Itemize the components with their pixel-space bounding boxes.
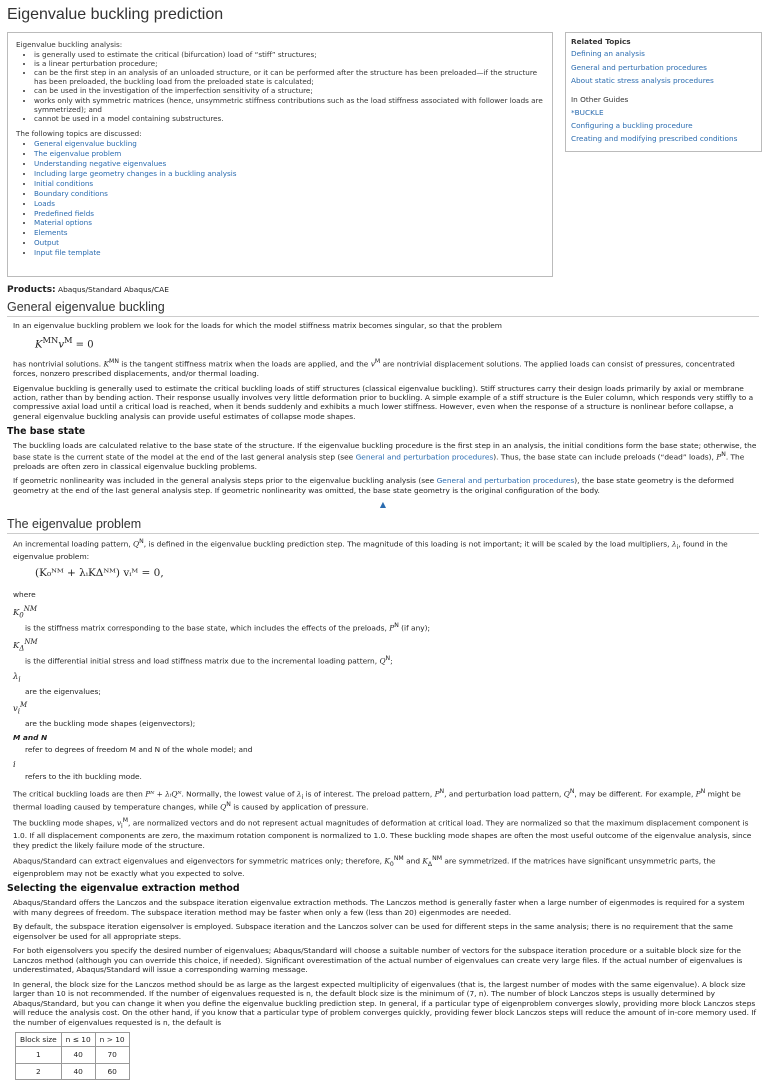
related-link[interactable]: Creating and modifying prescribed conditions [571, 134, 738, 144]
table-header-row [16, 1033, 130, 1047]
table-row [16, 1063, 130, 1079]
paragraph: The buckling mode shapes, $v_i^M$, are normalized vectors and do not represent actual magnitudes of deformation at critical load. They are normalized so that the maximum displacement component is 1.0. If all displacement components are zero, the maximum rotation component is normalized to 1.0. These buckling mode shapes are often the most useful outcome of the eigenvalue analysis, since they predict the likely failure mode of the structure. [13, 817, 752, 850]
paragraph: Eigenvalue buckling is generally used to estimate the critical buckling loads of stiff structures (classical eigenvalue buckling). Stiff structures carry their design loads primarily by axial or membrane action, rather than by bending action. Their response usually involves very little deformation prior to buckling. A simple example of a stiff structure is the Euler column, which responds very stiffly to a compressive axial load until a critical load is reached, when it bends suddenly and exhibits a much lower stiffness. However, even when the response of a structure is nonlinear before collapse, a general eigenvalue buckling analysis can provide useful estimates of collapse mode shapes. [13, 383, 754, 421]
topic-link[interactable]: Boundary conditions [34, 188, 108, 198]
summary-intro: Eigenvalue buckling analysis: [16, 40, 123, 49]
paragraph: The critical buckling loads are then Pᴺ + λᵢQᴺ. Normally, the lowest value of $\lambda_i$ is of interest. The preload pattern, $P^N$, and perturbation load pattern, $Q^N$, may be different. For example, $P^N$ might be thermal loading caused by temperature changes, while $Q^N$ is caused by application of pressure. [13, 787, 741, 812]
table-header: Block size [16, 1033, 62, 1047]
related-link[interactable]: About static stress analysis procedures [571, 75, 714, 85]
table-cell: 1 [16, 1047, 62, 1063]
topic-link[interactable]: Input file template [34, 248, 101, 258]
related-topics-box [565, 32, 762, 152]
definition: are the buckling mode shapes (eigenvectors); [25, 718, 196, 728]
related-heading: Related Topics [571, 37, 631, 46]
definition: is the differential initial stress and load stiffness matrix due to the incremental loading pattern, $Q^N$; [25, 655, 393, 666]
topic-link[interactable]: Elements [34, 228, 68, 238]
paragraph: In an eigenvalue buckling problem we look for the loads for which the model stiffness matrix becomes singular, so that the problem [13, 320, 503, 330]
list-item: • is generally used to estimate the critical (bifurcation) load of “stiff” structures; [34, 50, 544, 59]
table-header: n > 10 [95, 1033, 129, 1047]
list-item [34, 189, 544, 199]
paragraph: If geometric nonlinearity was included in the general analysis steps prior to the eigenvalue buckling analysis (see General and perturbation procedures), the base state geometry is the deformed geometry at the end of the last general analysis step. If geometric nonlinearity was omitted, the base state geometry is the original configuration of the body. [13, 476, 734, 495]
paragraph: has nontrivial solutions. $K^{MN}$ is the tangent stiffness matrix when the loads are applied, and the $v^M$ are nontrivial displacement solutions. The applied loads can consist of pressures, concentrated forces, nonzero prescribed displacements, and/or thermal loading. [13, 358, 735, 379]
paragraph: By default, the subspace iteration eigensolver is employed. Subspace iteration and the Lanczos solver can be used for different steps in the same analysis; there is no requirement that the same eigensolver be used for all appropriate steps. [13, 922, 733, 941]
definition-list [13, 590, 759, 781]
products-value: Abaqus/Standard Abaqus/CAE [58, 285, 169, 294]
equation: $K^{MN}v^M = 0$ [35, 334, 94, 351]
paragraph: The buckling loads are calculated relative to the base state of the structure. If the eigenvalue buckling procedure is the first step in an analysis, the initial conditions form the base state; otherwise, the base state is the current state of the model at the end of the last general analysis step (see General and perturbation procedures). Thus, the base state can include preloads (“dead” loads), $P^N$. The preloads are often zero in classical eigenvalue buckling problems. [13, 441, 757, 471]
products-label: Products: [7, 285, 56, 295]
related-link[interactable]: *BUCKLE [571, 107, 604, 117]
table-row [16, 1047, 130, 1063]
section-heading-general: General eigenvalue buckling [7, 299, 759, 317]
list-item [34, 218, 544, 228]
list-item [34, 238, 544, 248]
term: M and N [13, 733, 48, 743]
definition: refer to degrees of freedom M and N of the whole model; and [25, 744, 253, 754]
topics-intro: The following topics are discussed: [16, 128, 142, 138]
list-item [34, 228, 544, 238]
list-item [34, 139, 544, 149]
topic-link[interactable]: Output [34, 238, 59, 248]
table-cell: 40 [61, 1063, 95, 1079]
term: $K_0^{NM}$ [13, 604, 37, 620]
paragraph: For both eigensolvers you specify the desired number of eigenvalues; Abaqus/Standard will choose a suitable number of vectors for the subspace iteration procedure or a suitable block size for the Lanczos method (although you can override this choice, if needed). Significant overestimation of the actual number of eigenvalues can create very large files. If the actual number of eigenvalues is underestimated, Abaqus/Standard will issue a corresponding warning message. [13, 946, 743, 975]
list-item: • cannot be used in a model containing substructures. [34, 114, 544, 123]
paragraph: Abaqus/Standard offers the Lanczos and the subspace iteration eigenvalue extraction methods. The Lanczos method is generally faster when a large number of eigenmodes is required for a system with many degrees of freedom. The subspace iteration method may be faster when only a few (less than 20) eigenmodes are needed. [13, 898, 745, 917]
list-item [34, 199, 544, 209]
main-content [7, 285, 759, 1080]
topic-link[interactable]: Including large geometry changes in a buckling analysis [34, 168, 237, 178]
related-link[interactable]: General and perturbation procedures [571, 62, 707, 72]
products-line [7, 285, 759, 297]
table-cell: 2 [16, 1063, 62, 1079]
summary-bullets [16, 50, 544, 123]
topic-link[interactable]: Understanding negative eigenvalues [34, 158, 167, 168]
inline-link[interactable]: General and perturbation procedures [436, 476, 575, 486]
list-item [34, 159, 544, 169]
eigen-equation: (K₀ᴺᴹ + λᵢKΔᴺᴹ) vᵢᴹ = 0, [35, 566, 164, 579]
where-label: where [13, 590, 36, 600]
list-item [34, 149, 544, 159]
term: $v_i^M$ [13, 701, 28, 716]
subheading-base-state: The base state [7, 426, 86, 438]
subheading-extraction: Selecting the eigenvalue extraction method [7, 883, 240, 895]
definition: are the eigenvalues; [25, 687, 101, 697]
list-item: • can be used in the investigation of the imperfection sensitivity of a structure; [34, 86, 544, 95]
paragraph: In general, the block size for the Lanczos method should be as large as the largest expected multiplicity of eigenvalues (that is, the largest number of modes with the same eigenvalue). A block size larger than 10 is not recommended. If the number of eigenvalues requested is n, the default block size is the minimum of (7, n). The number of block Lanczos steps is usually determined by Abaqus/Standard, but you can change it when you define the eigenvalue buckling prediction step. In general, if a particular type of eigenproblem converges slowly, providing more block Lanczos steps will reduce the analysis cost. On the other hand, if you know that a particular type of problem converges quickly, providing fewer block Lanczos steps will reduce the amount of in-core memory used. If the number of eigenvalues requested is n, the default is [13, 979, 757, 1027]
topic-link[interactable]: Initial conditions [34, 178, 94, 188]
topic-link[interactable]: Predefined fields [34, 208, 95, 218]
list-item [34, 169, 544, 179]
list-item [34, 179, 544, 189]
list-item [34, 248, 544, 258]
definition: is the stiffness matrix corresponding to the base state, which includes the effects of the preloads, $P^N$ (if any); [25, 622, 431, 633]
list-item: • is a linear perturbation procedure; [34, 59, 544, 68]
back-to-top [7, 500, 759, 510]
table-cell: 40 [61, 1047, 95, 1063]
list-item: • can be the first step in an analysis of an unloaded structure, or it can be performed after the structure has been preloaded—if the structure has been preloaded, the buckling load from the preloaded state is calculated; [34, 68, 544, 86]
list-item: • works only with symmetric matrices (hence, unsymmetric stiffness contributions such as the load stiffness associated with follower loads are symmetrized); and [34, 96, 544, 114]
topic-link[interactable]: The eigenvalue problem [34, 148, 122, 158]
page-title: Eigenvalue buckling prediction [7, 6, 224, 23]
topic-link[interactable]: Loads [34, 198, 55, 208]
definition: refers to the ith buckling mode. [25, 772, 142, 782]
table-cell: 60 [95, 1063, 129, 1079]
term: $K_\Delta^{NM}$ [13, 638, 38, 653]
other-guides-heading: In Other Guides [571, 95, 629, 105]
block-size-table [15, 1032, 130, 1080]
paragraph: An incremental loading pattern, $Q^N$, is defined in the eigenvalue buckling prediction step. The magnitude of this loading is not important; it will be scaled by the load multipliers, $\lambda_i$, found in the eigenvalue problem: [13, 538, 728, 562]
topic-link[interactable]: Material options [34, 218, 92, 228]
section-heading-eigenvalue-problem: The eigenvalue problem [7, 516, 759, 534]
summary-box [7, 32, 553, 277]
table-cell: 70 [95, 1047, 129, 1063]
list-item [34, 209, 544, 219]
related-link[interactable]: Defining an analysis [571, 49, 645, 59]
term: $\lambda_i$ [13, 671, 21, 685]
topics-list [16, 139, 544, 258]
up-arrow-icon[interactable]: ▲ [379, 500, 387, 510]
table-header: n ≤ 10 [61, 1033, 95, 1047]
inline-link[interactable]: General and perturbation procedures [355, 452, 494, 462]
topic-link[interactable]: General eigenvalue buckling [34, 138, 137, 148]
related-link[interactable]: Configuring a buckling procedure [571, 120, 693, 130]
paragraph: Abaqus/Standard can extract eigenvalues and eigenvectors for symmetric matrices only; therefore, $K_0^{NM}$ and $K_\Delta^{NM}$ are symmetrized. If the matrices have significant unsymmetric parts, the eigenproblem may not be exactly what you expected to solve. [13, 855, 716, 878]
term: i [13, 759, 16, 770]
